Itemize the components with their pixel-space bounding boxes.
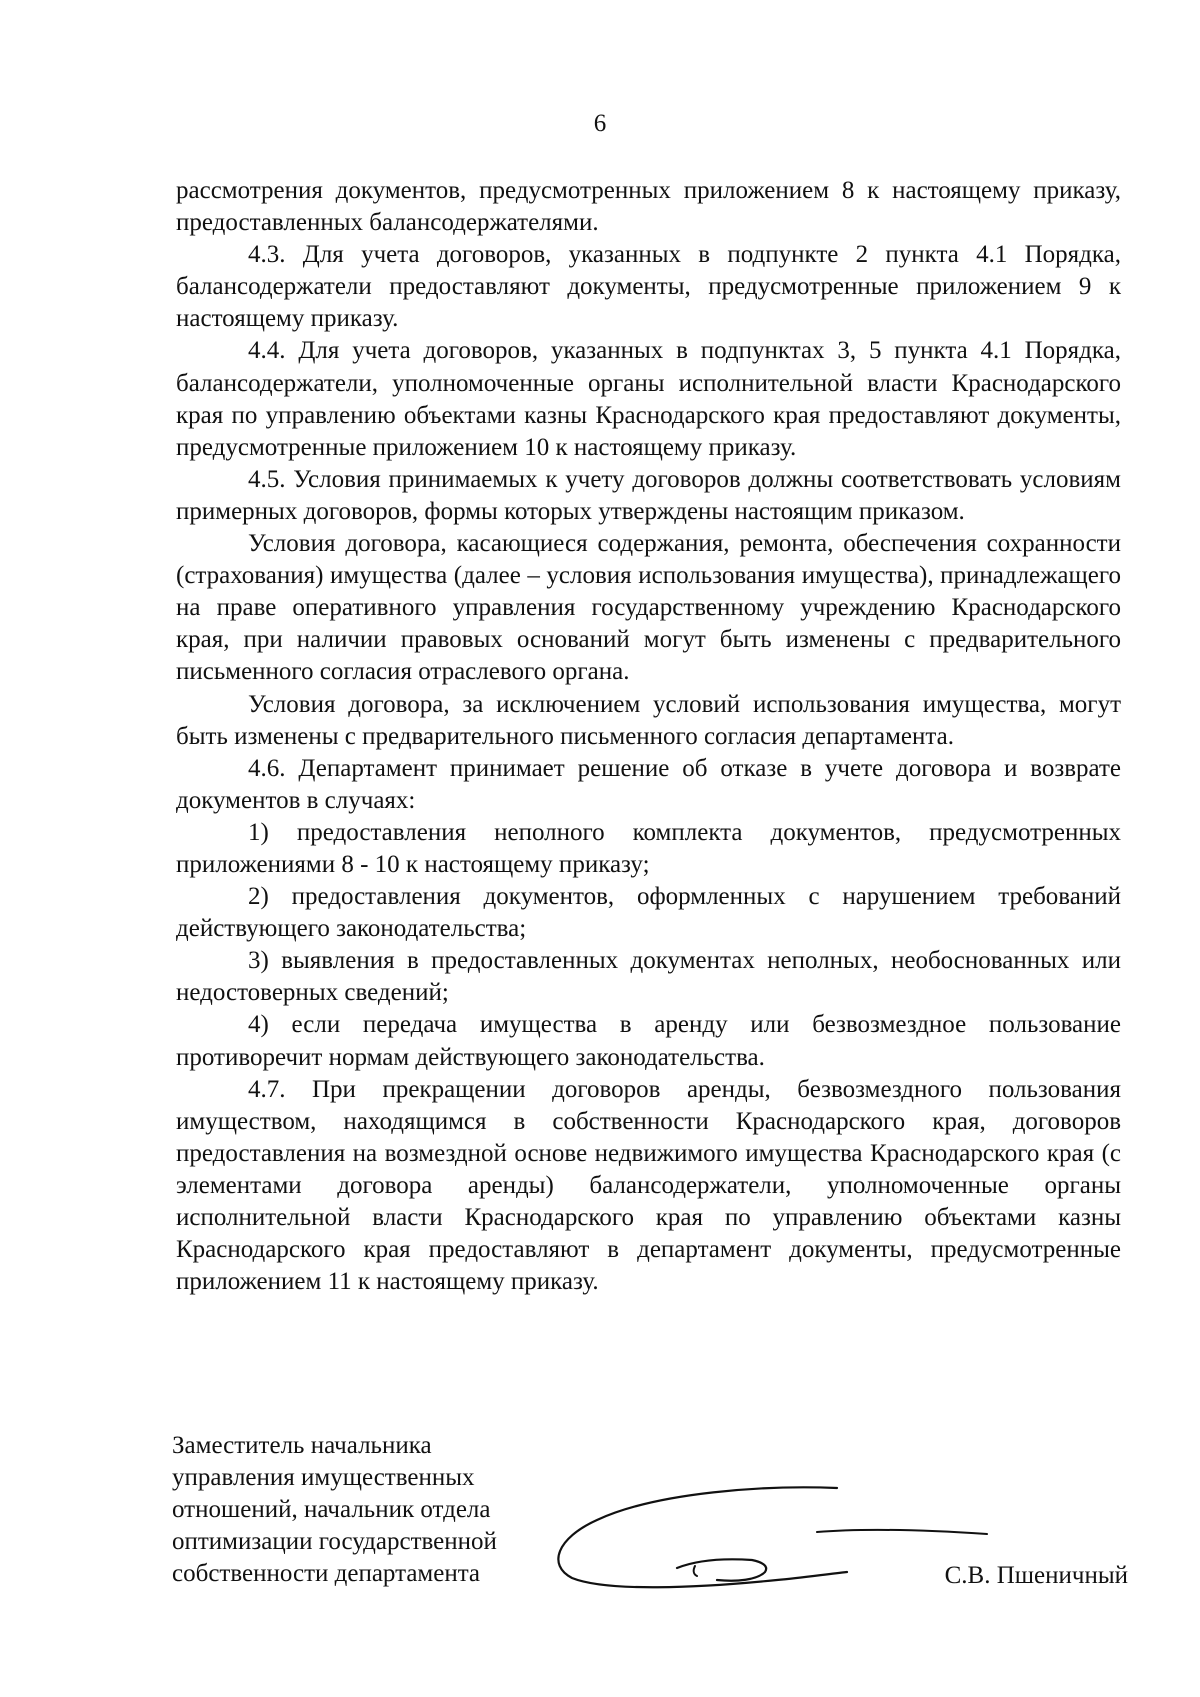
paragraph-4-5: 4.5. Условия принимаемых к учету договоров должны соответствовать условиям примерных договоров, формы которых утверждены настоящим приказом.	[176, 465, 1121, 525]
paragraph-4-6: 4.6. Департамент принимает решение об отказе в учете договора и возврате документов в случаях:	[176, 754, 1121, 814]
paragraph-4-7: 4.7. При прекращении договоров аренды, безвозмездного пользования имуществом, находящимся в собственности Краснодарского края, договоров предоставления на возмездной основе недвижимого имущества Краснодарского края (с элементами договора аренды) балансодержатели, уполномоченные органы исполнительной власти Краснодарского края по управлению объектами казны Краснодарского края предоставляют в департамент документы, предусмотренные приложением 11 к настоящему приказу.	[176, 1075, 1121, 1296]
list-item-3: 3) выявления в предоставленных документах неполных, необоснованных или недостоверных сведений;	[176, 947, 1121, 1007]
signer-title-line: оптимизации государственной	[172, 1528, 497, 1555]
signer-title-line: Заместитель начальника	[172, 1432, 432, 1459]
document-body	[176, 175, 1121, 1298]
signer-title-line: управления имущественных	[172, 1464, 475, 1491]
paragraph-other-conditions: Условия договора, за исключением условий использования имущества, могут быть изменены с предварительного письменного согласия департамента.	[176, 690, 1121, 750]
paragraph-continuation: рассмотрения документов, предусмотренных приложением 8 к настоящему приказу, предоставленных балансодержателями.	[176, 177, 1121, 237]
list-item-1: 1) предоставления неполного комплекта документов, предусмотренных приложениями 8 - 10 к настоящему приказу;	[176, 818, 1121, 878]
paragraph-usage-conditions: Условия договора, касающиеся содержания, ремонта, обеспечения сохранности (страхования) имущества (далее – условия использования имущества), принадлежащего на праве оперативного управления государственному учреждению Краснодарского края, при наличии правовых оснований могут быть изменены с предварительного письменного согласия отраслевого органа.	[176, 530, 1121, 686]
signer-title-line: собственности департамента	[172, 1560, 481, 1587]
signer-name: С.В. Пшеничный	[944, 1562, 1128, 1589]
signature-block	[172, 1430, 1132, 1600]
signer-title	[172, 1430, 552, 1590]
paragraph-4-3: 4.3. Для учета договоров, указанных в подпункте 2 пункта 4.1 Порядка, балансодержатели предоставляют документы, предусмотренные приложением 9 к настоящему приказу.	[176, 241, 1121, 333]
list-item-4: 4) если передача имущества в аренду или безвозмездное пользование противоречит нормам действующего законодательства.	[176, 1011, 1121, 1071]
signer-title-line: отношений, начальник отдела	[172, 1496, 491, 1523]
paragraph-4-4: 4.4. Для учета договоров, указанных в подпунктах 3, 5 пункта 4.1 Порядка, балансодержатели, уполномоченные органы исполнительной власти Краснодарского края по управлению объектами казны Краснодарского края предоставляют документы, предусмотренные приложением 10 к настоящему приказу.	[176, 337, 1121, 461]
list-item-2: 2) предоставления документов, оформленных с нарушением требований действующего законодательства;	[176, 883, 1121, 943]
page-number: 6	[593, 110, 607, 137]
